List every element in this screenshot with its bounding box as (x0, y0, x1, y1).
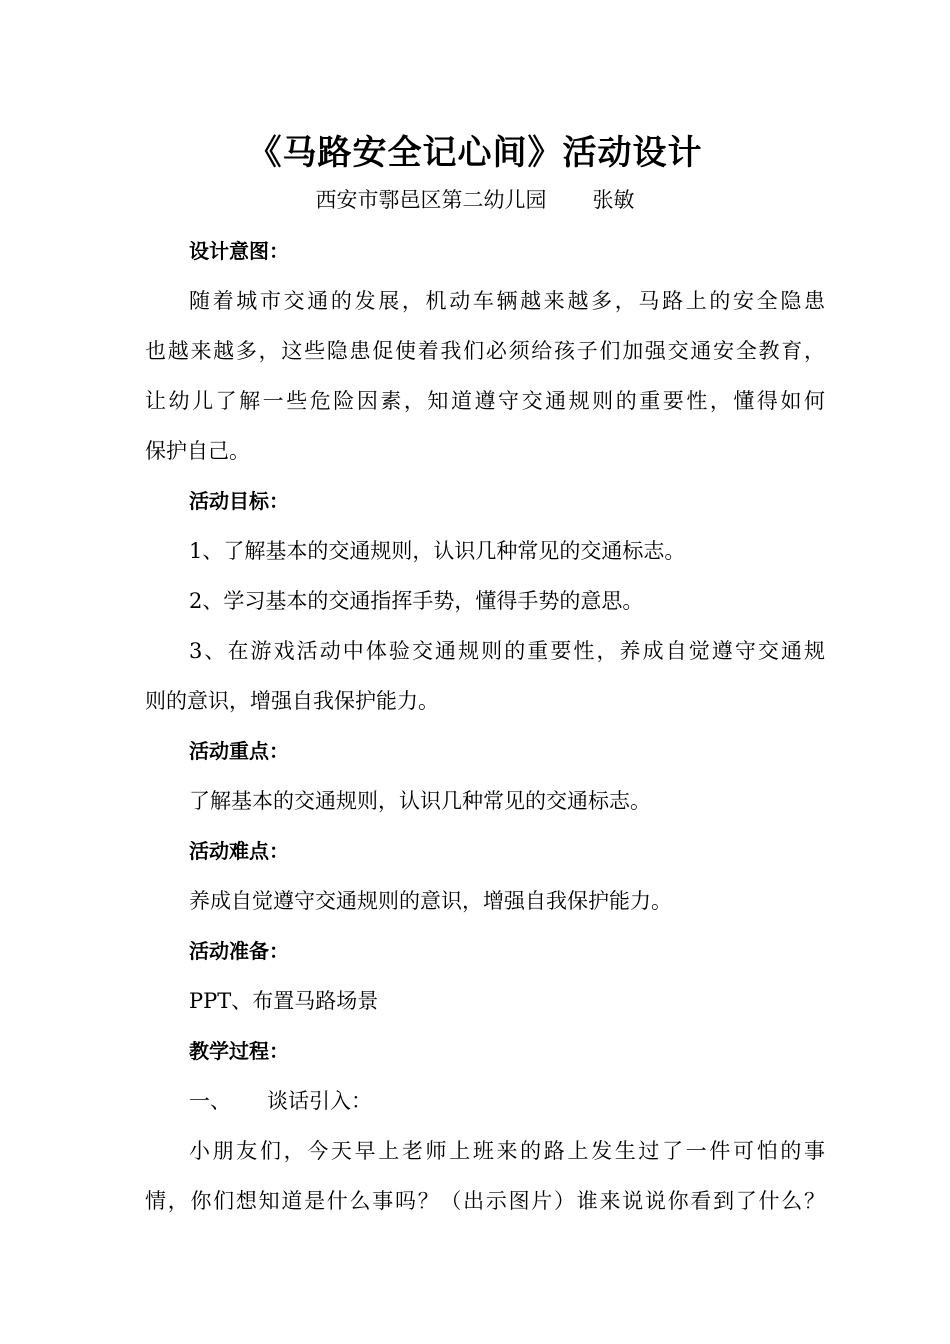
design-intent-line-2: 也越来越多，这些隐患促使着我们必须给孩子们加强交通安全教育， (145, 339, 825, 363)
goal-line-2: 2、学习基本的交通指挥手势，懂得手势的意思。 (189, 589, 644, 613)
author-name: 张敏 (592, 188, 635, 212)
design-intent-heading: 设计意图： (189, 239, 289, 263)
key-point-heading: 活动重点： (189, 739, 289, 763)
step-1-line-2: 情，你们想知道是什么事吗？（出示图片）谁来说说你看到了什么？ (145, 1189, 825, 1213)
goal-line-4: 则的意识，增强自我保护能力。 (145, 689, 439, 713)
step-1-line-1: 小朋友们，今天早上老师上班来的路上发生过了一件可怕的事 (189, 1139, 825, 1163)
preparation-heading: 活动准备： (189, 939, 289, 963)
design-intent-line-3: 让幼儿了解一些危险因素，知道遵守交通规则的重要性，懂得如何 (145, 389, 825, 413)
process-heading: 教学过程： (189, 1039, 289, 1063)
goal-line-1: 1、了解基本的交通规则，认识几种常见的交通标志。 (189, 539, 686, 563)
author-organization: 西安市鄠邑区第二幼儿园 (315, 188, 547, 212)
document-byline (0, 184, 950, 216)
difficulty-text: 养成自觉遵守交通规则的意识，增强自我保护能力。 (189, 889, 672, 913)
document-title: 《马路安全记心间》活动设计 (247, 133, 703, 173)
design-intent-line-1: 随着城市交通的发展，机动车辆越来越多，马路上的安全隐患 (189, 289, 825, 313)
step-1-heading (145, 1076, 825, 1126)
goal-line-3: 3、在游戏活动中体验交通规则的重要性，养成自觉遵守交通规 (189, 639, 825, 663)
goals-heading: 活动目标： (189, 489, 289, 513)
step-1-title: 谈话引入： (267, 1089, 372, 1113)
document-body (145, 226, 825, 1226)
difficulty-heading: 活动难点： (189, 839, 289, 863)
step-1-number: 一、 (189, 1089, 231, 1113)
preparation-text: PPT、布置马路场景 (189, 989, 379, 1013)
key-point-text: 了解基本的交通规则，认识几种常见的交通标志。 (189, 789, 651, 813)
design-intent-line-4: 保护自己。 (145, 439, 250, 463)
